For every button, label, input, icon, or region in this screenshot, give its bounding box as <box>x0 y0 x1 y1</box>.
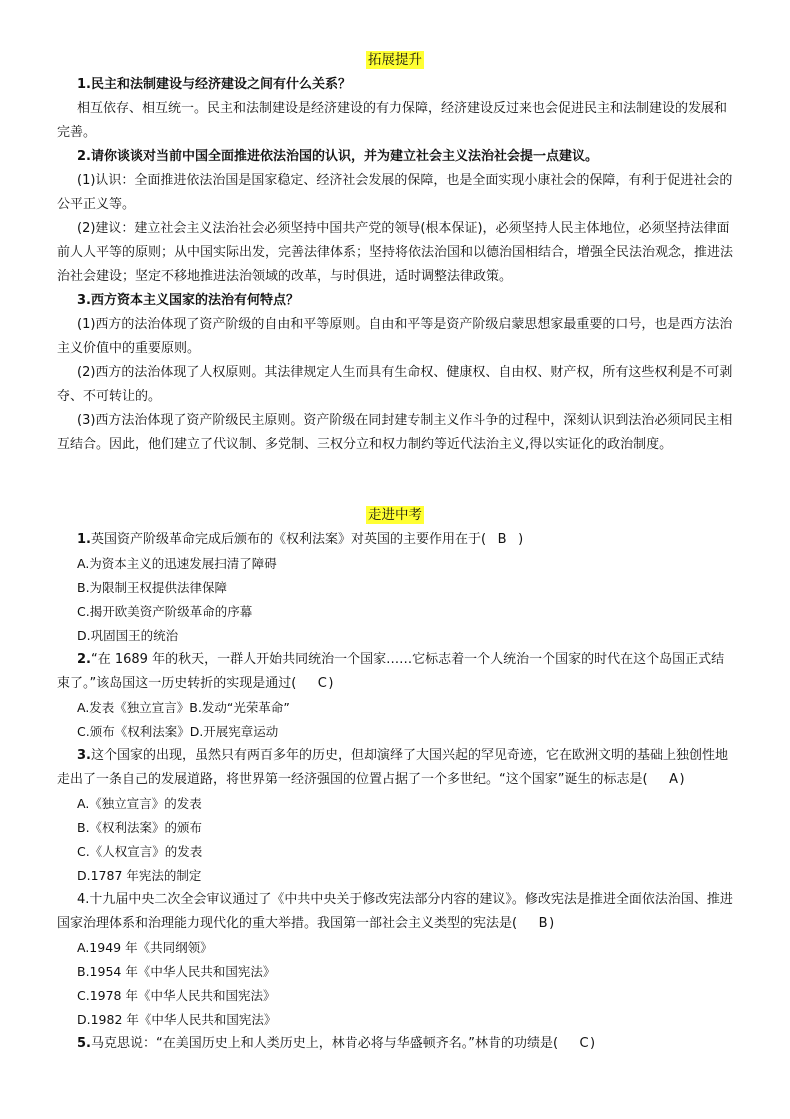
section-extension <box>0 48 790 457</box>
answer-3-part-1: (1)西方的法治体现了资产阶级的自由和平等原则。自由和平等是资产阶级启蒙思想家最重要的口号，也是西方法治主义价值中的重要原则。 <box>57 317 733 356</box>
answer-letter: B <box>497 532 507 547</box>
answer-letter: C <box>579 1036 589 1051</box>
option: C.《人权宣言》的发表 <box>77 844 203 859</box>
option-line: A.发表《独立宣言》B.发动“光荣革命” <box>77 700 290 715</box>
option: B.为限制王权提供法律保障 <box>77 580 228 595</box>
exam-question-3: 3.这个国家的出现，虽然只有两百多年的历史，但却演绎了大国兴起的罕见奇迹，它在欧洲文明的基础上独创性地走出了一条自己的发展道路，将世界第一经济强国的位置占据了一个多世纪。“这个国家”诞生的标志是( A ) <box>57 744 733 792</box>
answer-3-part-2: (2)西方的法治体现了人权原则。其法律规定人生而具有生命权、健康权、自由权、财产权，所有这些权利是不可剥夺、不可转让的。 <box>57 365 733 404</box>
answer-letter: B <box>538 916 548 931</box>
option: A.1949 年《共同纲领》 <box>77 940 213 955</box>
exam-question-2: 2.“在 1689 年的秋天，一群人开始共同统治一个国家……它标志着一个人统治一个国家的时代在这个岛国正式结束了。”该岛国这一历史转折的实现是通过( C) <box>57 648 733 696</box>
section-heading-extension: 拓展提升 <box>368 52 422 68</box>
section-heading-exam: 走进中考 <box>368 507 422 523</box>
section-exam <box>0 503 790 1056</box>
answer-1: 相互依存、相互统一。民主和法制建设是经济建设的有力保障，经济建设反过来也会促进民主和法制建设的发展和完善。 <box>57 101 728 140</box>
answer-2-part-2: (2)建议：建立社会主义法治社会必须坚持中国共产党的领导(根本保证)，必须坚持人民主体地位，必须坚持法律面前人人平等的原则；从中国实际出发，完善法律体系；坚持将依法治国和以德治国相结合，增强全民法治观念，推进法治社会建设；坚定不移地推进法治领域的改革，与时俱进，适时调整法律政策。 <box>57 221 734 284</box>
exam-question-1: 1.英国资产阶级革命完成后颁布的《权利法案》对英国的主要作用在于( B ) <box>77 528 733 552</box>
question-3: 3.西方资本主义国家的法治有何特点？ <box>77 293 299 308</box>
option: C.1978 年《中华人民共和国宪法》 <box>77 988 276 1003</box>
answer-letter: A <box>669 772 678 787</box>
option: B.1954 年《中华人民共和国宪法》 <box>77 964 276 979</box>
exam-question-4: 4.十九届中央二次全会审议通过了《中共中央关于修改宪法部分内容的建议》。修改宪法是推进全面依法治国、推进国家治理体系和治理能力现代化的重大举措。我国第一部社会主义类型的宪法是( B ) <box>57 888 733 936</box>
option: C.揭开欧美资产阶级革命的序幕 <box>77 604 253 619</box>
option: A.为资本主义的迅速发展扫清了障碍 <box>77 556 277 571</box>
option: B.《权利法案》的颁布 <box>77 820 203 835</box>
answer-3-part-3: (3)西方法治体现了资产阶级民主原则。资产阶级在同封建专制主义作斗争的过程中，深刻认识到法治必须同民主相互结合。因此，他们建立了代议制、多党制、三权分立和权力制约等近代法治主义,得以实证化的政治制度。 <box>57 413 733 452</box>
answer-2-part-1: (1)认识：全面推进依法治国是国家稳定、经济社会发展的保障，也是全面实现小康社会的保障，有利于促进社会的公平正义等。 <box>57 173 733 212</box>
option: D.1982 年《中华人民共和国宪法》 <box>77 1012 277 1027</box>
option: D.巩固国王的统治 <box>77 628 179 643</box>
option: D.1787 年宪法的制定 <box>77 868 202 883</box>
answer-letter: C <box>317 676 327 691</box>
question-1: 1.民主和法制建设与经济建设之间有什么关系？ <box>77 77 351 92</box>
exam-question-5: 5.马克思说：“在美国历史上和人类历史上，林肯必将与华盛顿齐名。”林肯的功绩是( C) <box>57 1032 733 1056</box>
question-2: 2.请你谈谈对当前中国全面推进依法治国的认识，并为建立社会主义法治社会提一点建议。 <box>77 149 598 164</box>
option: A.《独立宣言》的发表 <box>77 796 202 811</box>
option-line: C.颁布《权利法案》D.开展宪章运动 <box>77 724 279 739</box>
